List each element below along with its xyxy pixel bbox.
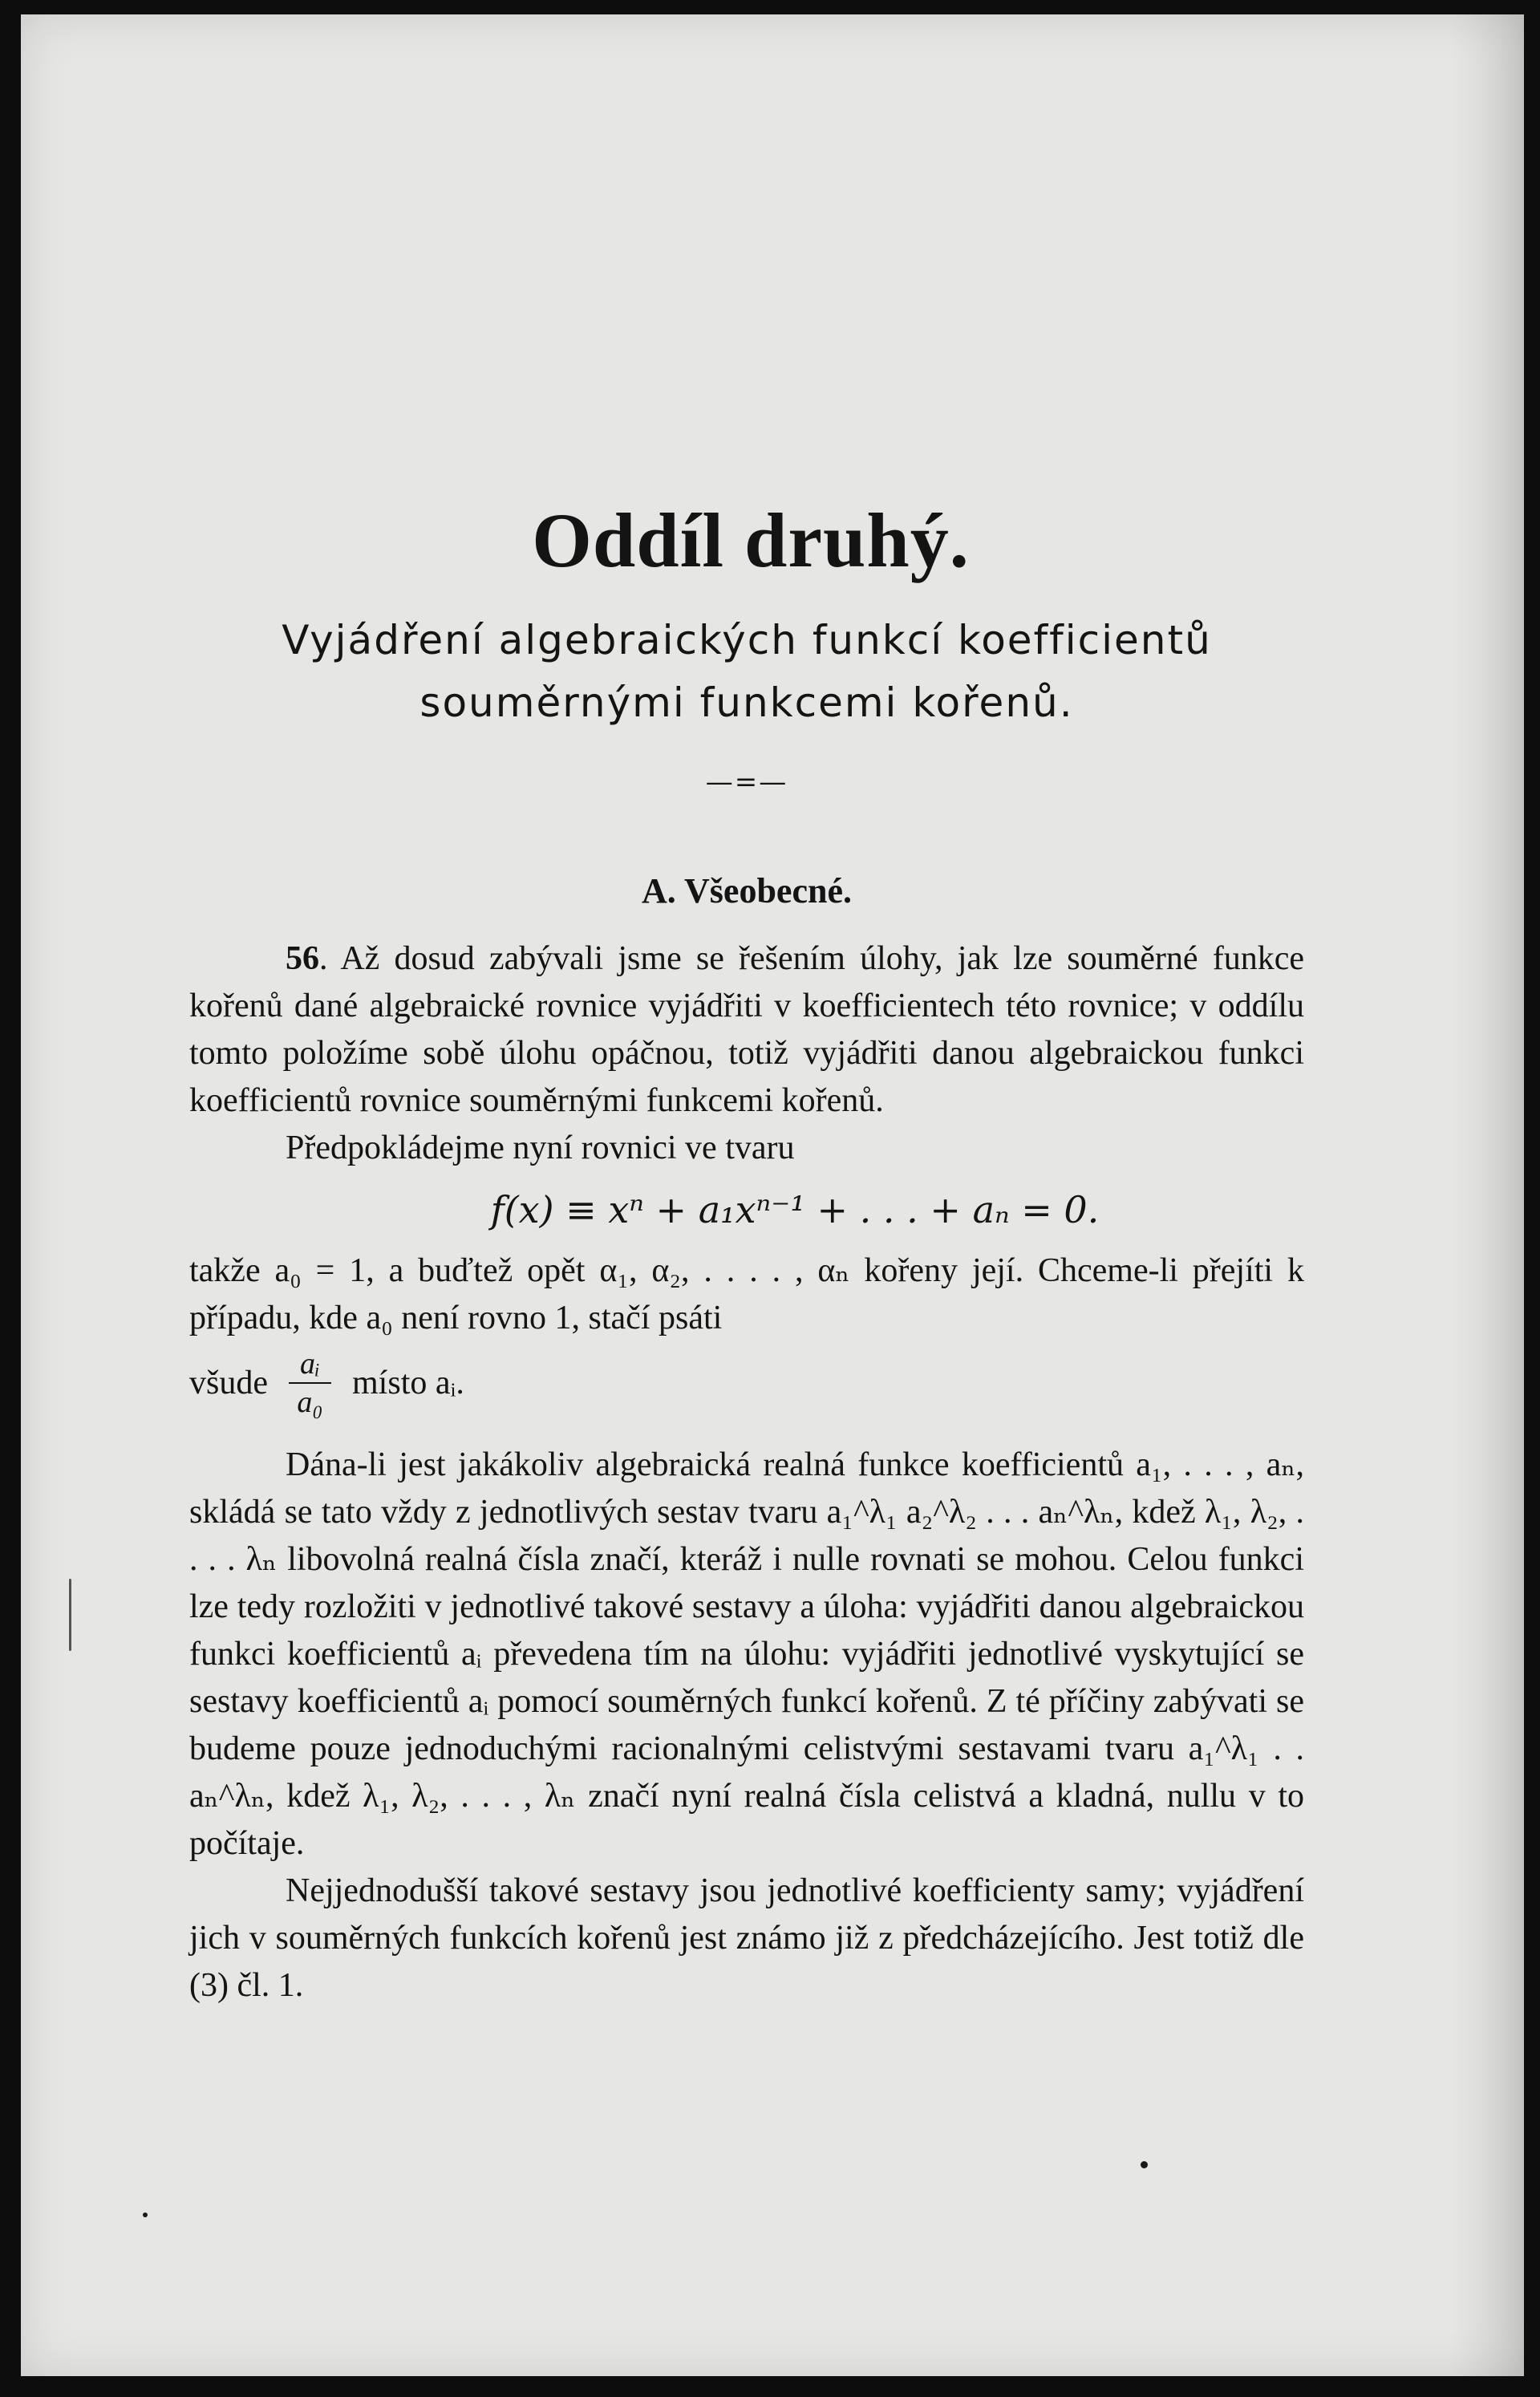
paragraph-functions: Dána-li jest jakákoliv algebraická realná funkce koefficientů a₁, . . . , aₙ, skládá se tato vždy z jednotlivých sestav tvaru a₁^λ₁ a₂^λ₂ . . . aₙ^λₙ, kdež λ₁, λ₂, . . . . λₙ libovolná realná čísla značí, kteráž i nulle rovnati se mohou. Celou funkci lze tedy rozložiti v jednotlivé takové sestavy a úloha: vyjádřiti danou algebraickou funkci koefficientů aᵢ převedena tím na úlohu: vyjádřiti jednotlivé vyskytující se sestavy koefficientů aᵢ pomocí souměrných funkcí kořenů. Z té příčiny zabývati se budeme pouze jednoduchými racionalnými celistvými sestavami tvaru a₁^λ₁ . . aₙ^λₙ, kdež λ₁, λ₂, . . . , λₙ značí nyní realná čísla celistvá a kladná, nullu v to počítaje. [189,1446,1304,1862]
fraction-numerator: aᵢ [289,1345,331,1384]
fraction-prefix: všude [189,1365,268,1401]
ink-speck [1141,2161,1148,2168]
fraction-line [189,1345,1304,1421]
paragraph-assumption: Předpokládejme nyní rovnici ve tvaru [286,1130,795,1166]
subtitle-line-2: souměrnými funkcemi kořenů. [419,679,1074,726]
subsection-heading: A. Všeobecné. [642,871,852,911]
margin-mark [69,1579,71,1651]
subtitle-line-1: Vyjádření algebraických funkcí koefficientů [282,617,1212,663]
divider-ornament: —=— [705,766,788,798]
section-heading: Oddíl druhý. [532,497,970,583]
paragraph-roots: takže a₀ = 1, a buďtež opět α₁, α₂, . . . . , αₙ kořeny její. Chceme-li přejíti k případu, kde a₀ není rovno 1, stačí psáti [189,1252,1304,1336]
fraction-suffix: místo aᵢ. [352,1365,464,1401]
paragraph-56-text: . Až dosud zabývali jsme se řešením úlohy, jak lze souměrné funkce kořenů dané algebraické rovnice vyjádřiti v koefficientech této rovnice; v oddílu tomto položíme sobě úlohu opáčnou, totiž vyjádřiti danou algebraickou funkci koefficientů rovnice souměrnými funkcemi kořenů. [189,940,1304,1119]
paragraph-simplest: Nejjednodušší takové sestavy jsou jednotlivé koefficienty samy; vyjádření jich v souměrných funkcích kořenů jest známo již z předcházejícího. Jest totiž dle (3) čl. 1. [189,1872,1304,2004]
equation-polynomial: f(x) ≡ xⁿ + a₁xⁿ⁻¹ + . . . + aₙ = 0. [490,1188,1100,1231]
fraction [289,1345,331,1421]
paragraph-56 [189,935,1304,1125]
page-content [189,496,1304,2010]
ink-speck [143,2212,148,2217]
article-number: 56 [286,940,319,977]
fraction-denominator: a₀ [297,1385,323,1419]
scanned-page [21,14,1524,2376]
